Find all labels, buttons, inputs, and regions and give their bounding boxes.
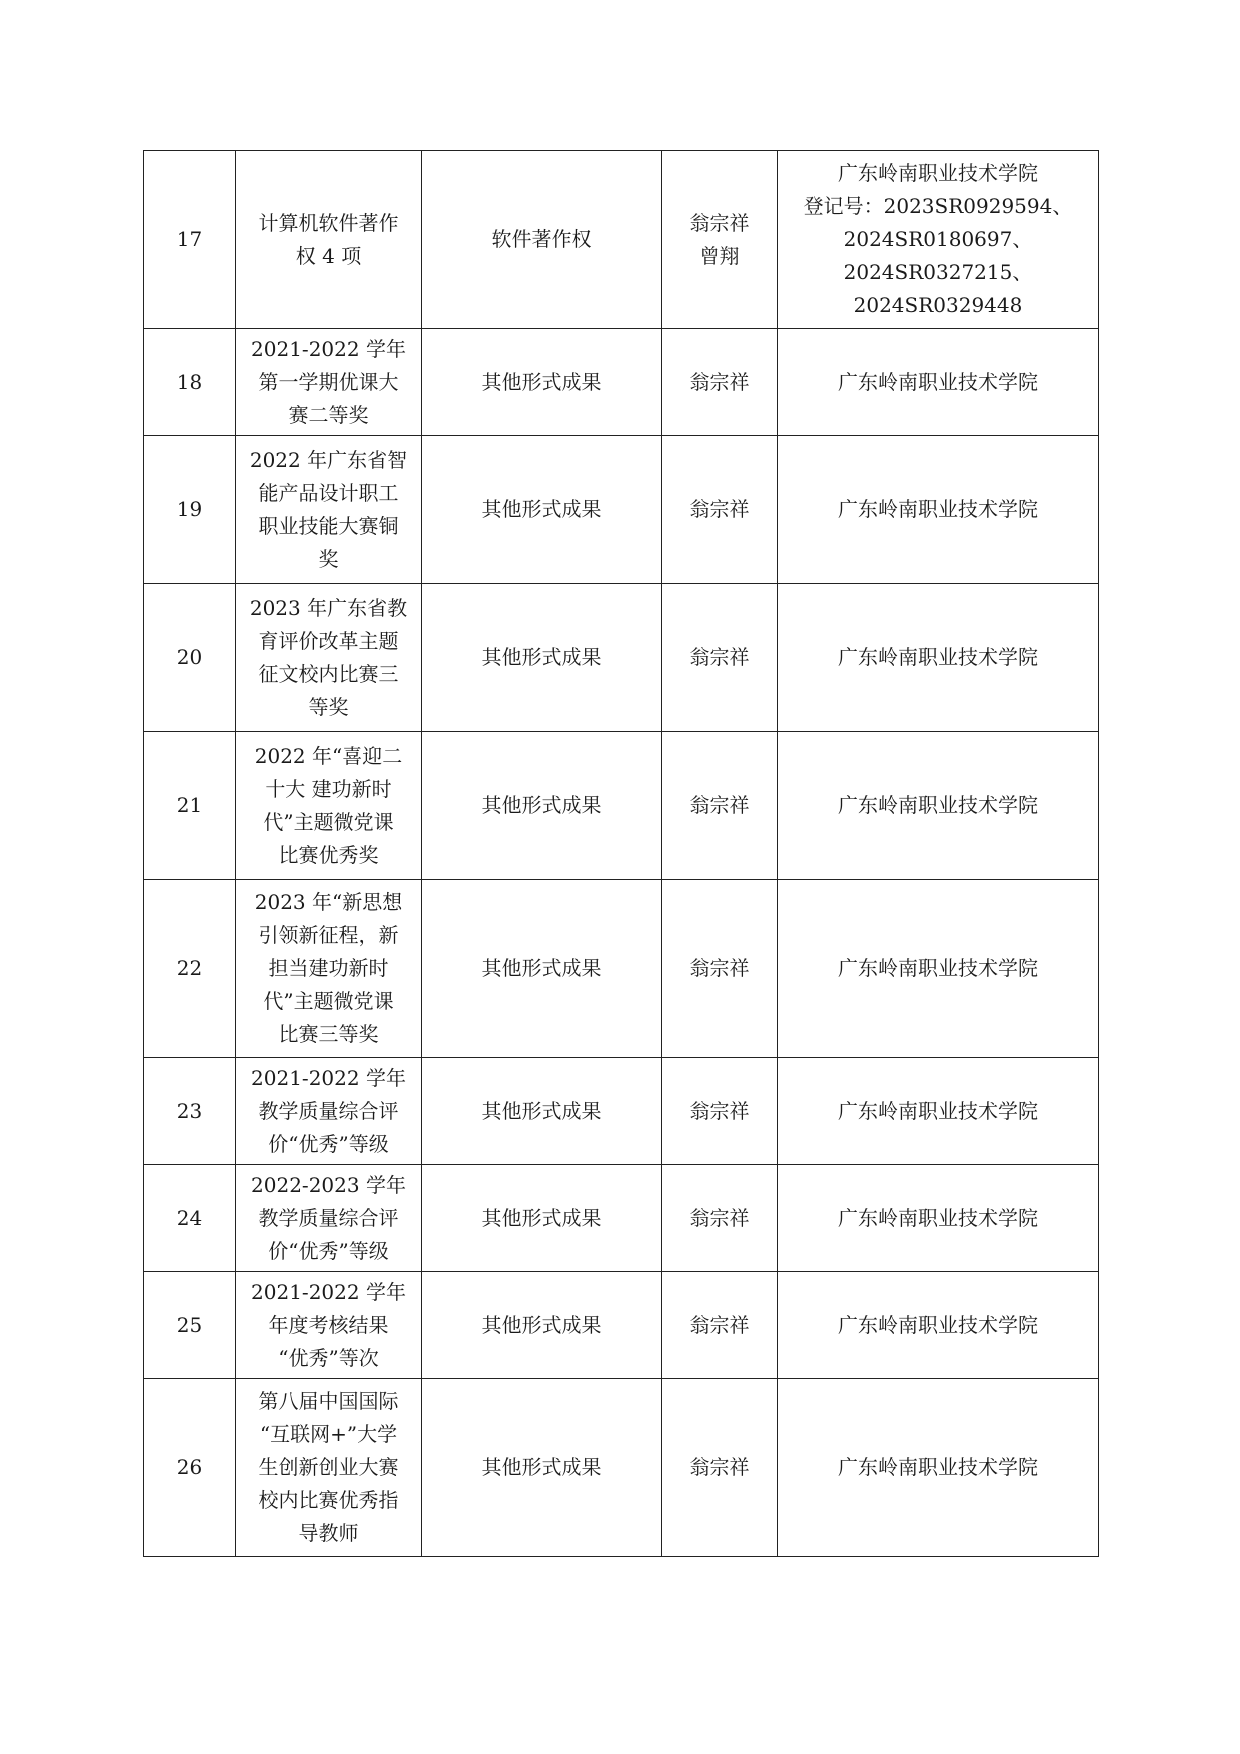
- achievement-name: 2022 年“喜迎二 十大 建功新时 代”主题微党课 比赛优秀奖: [254, 743, 403, 867]
- achievement-name: 2023 年“新思想 引领新征程，新 担当建功新时 代”主题微党课 比赛三等奖: [254, 890, 403, 1046]
- row-number-cell: [144, 329, 236, 436]
- achievement-name-cell: [236, 436, 422, 584]
- achievement-name-cell: [236, 1058, 422, 1165]
- achievement-type-cell: [422, 1379, 662, 1557]
- authors-cell: [662, 880, 778, 1058]
- table-row: [144, 1165, 1099, 1272]
- row-number-cell: [144, 436, 236, 584]
- unit: 广东岭南职业技术学院: [838, 369, 1038, 394]
- achievement-name: 2021-2022 学年 第一学期优课大 赛二等奖: [251, 336, 406, 427]
- unit-cell: [778, 1379, 1099, 1557]
- unit-cell: [778, 1058, 1099, 1165]
- authors: 翁宗祥: [689, 1205, 750, 1230]
- authors: 翁宗祥: [689, 645, 750, 669]
- achievement-name-cell: [236, 732, 422, 880]
- achievement-type: 其他形式成果: [481, 1205, 602, 1230]
- achievement-name-cell: [236, 880, 422, 1058]
- authors: 翁宗祥: [689, 1098, 750, 1123]
- achievement-type-cell: [422, 436, 662, 584]
- achievement-name: 计算机软件著作 权 4 项: [258, 210, 399, 268]
- row-number-cell: [144, 880, 236, 1058]
- unit-cell: [778, 732, 1099, 880]
- unit: 广东岭南职业技术学院: [838, 1205, 1038, 1230]
- achievement-type-cell: [422, 880, 662, 1058]
- authors-cell: [662, 584, 778, 732]
- row-number: 23: [176, 1098, 203, 1123]
- achievement-type-cell: [422, 329, 662, 436]
- achievement-name-cell: [236, 329, 422, 436]
- authors-cell: [662, 732, 778, 880]
- achievement-name: 第八届中国国际 “互联网+”大学 生创新创业大赛 校内比赛优秀指 导教师: [258, 1389, 399, 1545]
- row-number: 26: [176, 1455, 203, 1479]
- achievement-type-cell: [422, 151, 662, 329]
- achievement-type: 其他形式成果: [481, 956, 602, 980]
- achievements-table: [143, 150, 1099, 1557]
- achievement-name-cell: [236, 151, 422, 329]
- authors: 翁宗祥 曾翔: [689, 210, 750, 268]
- authors-cell: [662, 329, 778, 436]
- row-number: 25: [176, 1312, 203, 1337]
- table-row: [144, 732, 1099, 880]
- unit-cell: [778, 436, 1099, 584]
- authors: 翁宗祥: [689, 369, 750, 394]
- row-number-cell: [144, 1379, 236, 1557]
- unit: 广东岭南职业技术学院: [838, 793, 1038, 817]
- unit: 广东岭南职业技术学院: [838, 497, 1038, 521]
- unit-cell: [778, 1165, 1099, 1272]
- achievement-name: 2021-2022 学年 教学质量综合评 价“优秀”等级: [251, 1065, 406, 1156]
- achievement-name: 2023 年广东省教 育评价改革主题 征文校内比赛三 等奖: [249, 595, 408, 719]
- achievement-type: 其他形式成果: [481, 793, 602, 817]
- authors: 翁宗祥: [689, 1455, 750, 1479]
- authors: 翁宗祥: [689, 1312, 750, 1337]
- achievement-name: 2022 年广东省智 能产品设计职工 职业技能大赛铜 奖: [249, 447, 408, 571]
- row-number: 17: [176, 227, 203, 251]
- table-row: [144, 151, 1099, 329]
- row-number-cell: [144, 1165, 236, 1272]
- authors-cell: [662, 1165, 778, 1272]
- achievement-type-cell: [422, 732, 662, 880]
- achievement-name: 2022-2023 学年 教学质量综合评 价“优秀”等级: [251, 1172, 406, 1263]
- row-number: 18: [176, 369, 203, 394]
- row-number-cell: [144, 732, 236, 880]
- unit: 广东岭南职业技术学院: [838, 1455, 1038, 1479]
- authors-cell: [662, 151, 778, 329]
- table-row: [144, 1272, 1099, 1379]
- achievement-type-cell: [422, 1058, 662, 1165]
- unit: 广东岭南职业技术学院: [838, 1312, 1038, 1337]
- table-row: [144, 1379, 1099, 1557]
- authors-cell: [662, 1058, 778, 1165]
- achievement-name-cell: [236, 1379, 422, 1557]
- unit-cell: [778, 329, 1099, 436]
- unit: 广东岭南职业技术学院: [838, 645, 1038, 669]
- unit-cell: [778, 151, 1099, 329]
- authors-cell: [662, 436, 778, 584]
- table-row: [144, 329, 1099, 436]
- row-number: 20: [176, 645, 203, 669]
- unit-cell: [778, 584, 1099, 732]
- row-number: 19: [176, 497, 203, 521]
- table-row: [144, 436, 1099, 584]
- achievement-type: 软件著作权: [491, 227, 592, 251]
- unit: 广东岭南职业技术学院 登记号：2023SR0929594、 2024SR0180697、 2024SR0327215、 2024SR0329448: [803, 161, 1073, 317]
- achievement-type: 其他形式成果: [481, 1098, 602, 1123]
- row-number-cell: [144, 1058, 236, 1165]
- unit: 广东岭南职业技术学院: [838, 956, 1038, 980]
- row-number: 22: [176, 956, 203, 980]
- table-row: [144, 1058, 1099, 1165]
- authors-cell: [662, 1379, 778, 1557]
- achievement-name-cell: [236, 1272, 422, 1379]
- row-number-cell: [144, 1272, 236, 1379]
- authors: 翁宗祥: [689, 497, 750, 521]
- unit: 广东岭南职业技术学院: [838, 1098, 1038, 1123]
- achievement-name-cell: [236, 1165, 422, 1272]
- row-number-cell: [144, 151, 236, 329]
- row-number-cell: [144, 584, 236, 732]
- achievement-type-cell: [422, 1165, 662, 1272]
- row-number: 21: [176, 793, 203, 817]
- achievement-name-cell: [236, 584, 422, 732]
- unit-cell: [778, 1272, 1099, 1379]
- achievement-type-cell: [422, 584, 662, 732]
- achievement-type: 其他形式成果: [481, 645, 602, 669]
- row-number: 24: [176, 1205, 203, 1230]
- authors-cell: [662, 1272, 778, 1379]
- unit-cell: [778, 880, 1099, 1058]
- achievement-name: 2021-2022 学年 年度考核结果 “优秀”等次: [251, 1279, 406, 1370]
- achievement-type-cell: [422, 1272, 662, 1379]
- authors: 翁宗祥: [689, 956, 750, 980]
- achievement-type: 其他形式成果: [481, 1455, 602, 1479]
- achievement-type: 其他形式成果: [481, 497, 602, 521]
- achievement-type: 其他形式成果: [481, 1312, 602, 1337]
- table-row: [144, 584, 1099, 732]
- authors: 翁宗祥: [689, 793, 750, 817]
- achievement-type: 其他形式成果: [481, 369, 602, 394]
- table-row: [144, 880, 1099, 1058]
